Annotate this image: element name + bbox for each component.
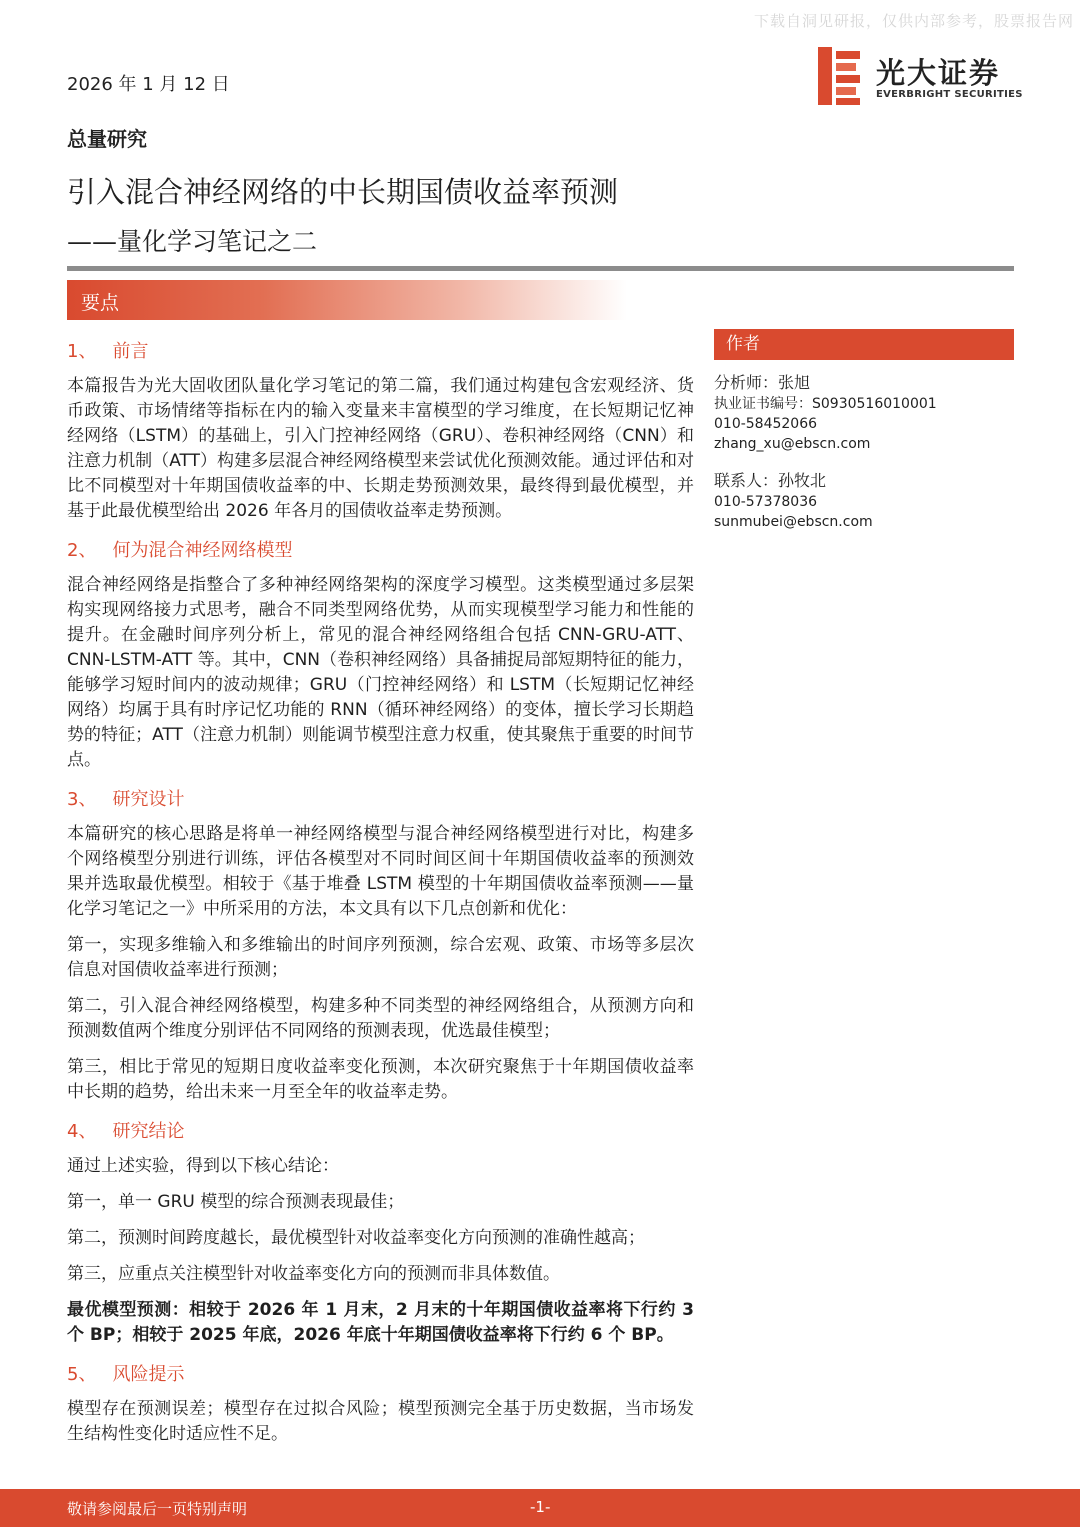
analyst-name: 分析师：张旭 <box>714 373 811 392</box>
key-points-banner <box>67 280 627 320</box>
disclaimer-note: 敬请参阅最后一页特别声明 <box>67 1500 248 1518</box>
contact-phone: 010-57378036 <box>714 494 818 510</box>
section-heading: 5、 风险提示 <box>67 1364 185 1385</box>
report-category: 总量研究 <box>67 127 147 151</box>
author-panel <box>714 329 1014 532</box>
section-heading: 2、 何为混合神经网络模型 <box>67 540 293 561</box>
watermark-text: 下载自洞见研报，仅供内部参考，股票报告网 <box>753 12 1074 30</box>
company-logo <box>818 47 1023 107</box>
section-hybrid-model <box>67 535 694 773</box>
section-paragraph: 第三，相比于常见的短期日度收益率变化预测，本次研究聚焦于十年期国债收益率中长期的趋势，给出未来一月至全年的收益率走势。 <box>67 1057 694 1102</box>
section-paragraph: 第二，预测时间跨度越长，最优模型针对收益率变化方向预测的准确性越高； <box>67 1228 645 1248</box>
analyst-license: 执业证书编号：S0930516010001 <box>714 396 937 412</box>
section-heading: 4、 研究结论 <box>67 1121 185 1142</box>
contact-name: 联系人：孙牧北 <box>714 471 827 490</box>
section-research-design <box>67 784 694 1105</box>
section-paragraph: 第一，单一 GRU 模型的综合预测表现最佳； <box>67 1192 405 1212</box>
author-panel-heading: 作者 <box>714 329 1014 360</box>
section-paragraph: 第一，实现多维输入和多维输出的时间序列预测，综合宏观、政策、市场等多层次信息对国债收益率进行预测； <box>67 935 694 980</box>
optimal-model-forecast: 最优模型预测：相较于 2026 年 1 月末，2 月末的十年期国债收益率将下行约 3 个 BP；相较于 2025 年底，2026 年底十年期国债收益率将下行约 6 个 BP。 <box>67 1300 694 1345</box>
logo-english-name: EVERBRIGHT SECURITIES <box>876 89 1023 100</box>
section-heading: 1、 前言 <box>67 341 149 362</box>
everbright-logo-icon <box>818 47 860 105</box>
main-content <box>67 336 694 1447</box>
report-date: 2026 年 1 月 12 日 <box>67 74 230 95</box>
analyst-phone: 010-58452066 <box>714 416 818 432</box>
section-risk <box>67 1359 694 1447</box>
section-paragraph: 混合神经网络是指整合了多种神经网络架构的深度学习模型。这类模型通过多层架构实现网络接力式思考，融合不同类型网络优势，从而实现模型学习能力和性能的提升。在金融时间序列分析上，常见的混合神经网络组合包括 CNN-GRU-ATT、CNN-LSTM-ATT 等。其中，CNN（卷积神经网络）具备捕捉局部短期特征的能力，能够学习短时间内的波动规律；GRU（门控神经网络）和 LSTM（长短期记忆神经网络）均属于具有时序记忆功能的 RNN（循环神经网络）的变体，擅长学习长期趋势的特征；ATT（注意力机制）则能调节模型注意力权重，使其聚焦于重要的时间节点。 <box>67 575 694 770</box>
page-number: -1- <box>530 1498 551 1516</box>
contact-email: sunmubei@ebscn.com <box>714 514 873 530</box>
section-paragraph: 第二，引入混合神经网络模型，构建多种不同类型的神经网络组合，从预测方向和预测数值两个维度分别评估不同网络的预测表现，优选最佳模型； <box>67 996 694 1041</box>
page-footer <box>0 1489 1080 1527</box>
title-divider <box>67 266 1014 271</box>
analyst-email: zhang_xu@ebscn.com <box>714 436 871 452</box>
section-paragraph: 第三，应重点关注模型针对收益率变化方向的预测而非具体数值。 <box>67 1264 560 1284</box>
section-paragraph: 模型存在预测误差；模型存在过拟合风险；模型预测完全基于历史数据，当市场发生结构性变化时适应性不足。 <box>67 1399 694 1444</box>
logo-chinese-name: 光大证券 <box>876 56 1001 90</box>
section-paragraph: 通过上述实验，得到以下核心结论： <box>67 1156 339 1176</box>
section-paragraph: 本篇研究的核心思路是将单一神经网络模型与混合神经网络模型进行对比，构建多个网络模型分别进行训练，评估各模型对不同时间区间十年期国债收益率的预测效果并选取最优模型。相较于《基于堆叠 LSTM 模型的十年期国债收益率预测——量化学习笔记之一》中所采用的方法，本文具有以下几点创新和优化： <box>67 824 694 919</box>
section-intro <box>67 336 694 524</box>
section-paragraph: 本篇报告为光大固收团队量化学习笔记的第二篇，我们通过构建包含宏观经济、货币政策、市场情绪等指标在内的输入变量来丰富模型的学习维度，在长短期记忆神经网络（LSTM）的基础上，引入门控神经网络（GRU）、卷积神经网络（CNN）和注意力机制（ATT）构建多层混合神经网络模型来尝试优化预测效能。通过评估和对比不同模型对十年期国债收益率的中、长期走势预测效果，最终得到最优模型，并基于此最优模型给出 2026 年各月的国债收益率走势预测。 <box>67 376 694 521</box>
section-heading: 3、 研究设计 <box>67 789 185 810</box>
report-title: 引入混合神经网络的中长期国债收益率预测 <box>67 175 619 209</box>
section-conclusions <box>67 1116 694 1348</box>
key-points-label: 要点 <box>81 292 120 314</box>
report-subtitle: ——量化学习笔记之二 <box>67 227 318 256</box>
